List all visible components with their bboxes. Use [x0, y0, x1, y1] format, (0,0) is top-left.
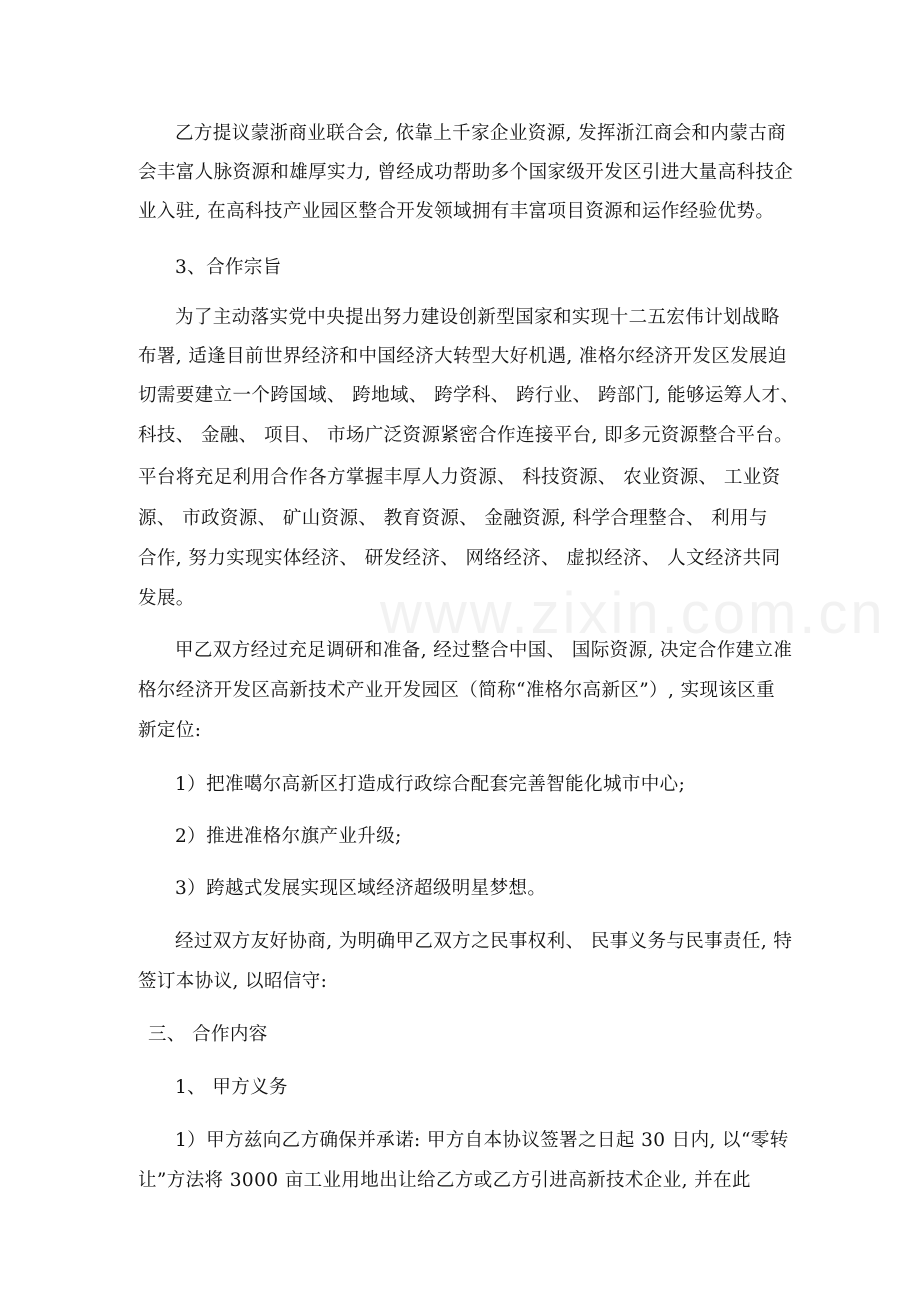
paragraph-line: 会丰富人脉资源和雄厚实力, 曾经成功帮助多个国家级开发区引进大量高科技企 [138, 162, 794, 183]
paragraph-line: 平台将充足利用合作各方掌握丰厚人力资源、 科技资源、 农业资源、 工业资 [138, 467, 781, 488]
paragraph-line: 业入驻, 在高科技产业园区整合开发领域拥有丰富项目资源和运作经验优势。 [138, 201, 775, 222]
paragraph-line: 1）甲方兹向乙方确保并承诺: 甲方自本协议签署之日起 30 日内, 以“零转 [175, 1130, 789, 1151]
paragraph-line: 格尔经济开发区高新技术产业开发园区（简称“准格尔高新区”）, 实现该区重 [138, 680, 776, 701]
paragraph-line: 发展。 [138, 588, 195, 609]
paragraph-line: 为了主动落实党中央提出努力建设创新型国家和实现十二五宏伟计划战略 [175, 307, 780, 328]
paragraph-line: 乙方提议蒙浙商业联合会, 依靠上千家企业资源, 发挥浙江商会和内蒙古商 [175, 123, 787, 144]
paragraph-line: 经过双方友好协商, 为明确甲乙双方之民事权利、 民事义务与民事责任, 特 [175, 931, 793, 952]
paragraph-line: 合作, 努力实现实体经济、 研发经济、 网络经济、 虚拟经济、 人文经济共同 [138, 548, 781, 569]
section-heading: 三、 合作内容 [148, 1024, 268, 1045]
watermark: www.zixin.com.cn [380, 581, 886, 646]
paragraph-line: 科技、 金融、 项目、 市场广泛资源紧密合作连接平台, 即多元资源整合平台。 [138, 425, 794, 446]
list-item: 1）把准噶尔高新区打造成行政综合配套完善智能化城市中心; [175, 774, 686, 795]
paragraph-line: 切需要建立一个跨国域、 跨地域、 跨学科、 跨行业、 跨部门, 能够运筹人才、 [138, 385, 800, 406]
paragraph-line: 源、 市政资源、 矿山资源、 教育资源、 金融资源, 科学合理整合、 利用与 [138, 508, 768, 529]
paragraph-line: 签订本协议, 以昭信守: [138, 971, 328, 992]
section-heading: 3、合作宗旨 [175, 257, 282, 278]
paragraph-line: 让”方法将 3000 亩工业用地出让给乙方或乙方引进高新技术企业, 并在此 [138, 1170, 751, 1191]
paragraph-line: 甲乙双方经过充足调研和准备, 经过整合中国、 国际资源, 决定合作建立准 [175, 640, 793, 661]
subsection-heading: 1、 甲方义务 [175, 1077, 288, 1098]
paragraph-line: 布署, 适逢目前世界经济和中国经济大转型大好机遇, 准格尔经济开发区发展迫 [138, 346, 787, 367]
paragraph-line: 新定位: [138, 720, 202, 741]
list-item: 3）跨越式发展实现区域经济超级明星梦想。 [175, 878, 547, 899]
list-item: 2）推进准格尔旗产业升级; [175, 826, 402, 847]
